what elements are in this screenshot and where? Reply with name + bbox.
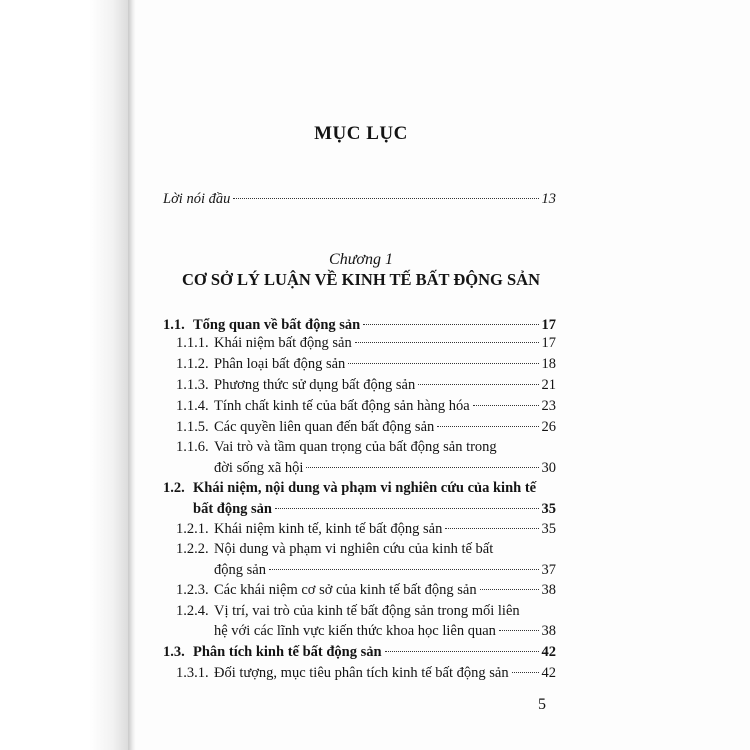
toc-entry-text: Phân tích kinh tế bất động sản bbox=[193, 644, 382, 660]
leader-dots bbox=[437, 426, 538, 427]
toc-entry-text: Phân loại bất động sản bbox=[214, 356, 346, 372]
toc-entry-1-2-1 bbox=[176, 520, 556, 538]
leader-dots bbox=[499, 630, 539, 631]
page-number: 5 bbox=[538, 696, 546, 713]
toc-entry-text: Khái niệm kinh tế, kinh tế bất động sản bbox=[214, 521, 443, 537]
toc-entry-number: 1.1.5. bbox=[176, 419, 209, 435]
leader-dots bbox=[363, 324, 538, 325]
toc-entry-text: Tổng quan về bất động sản bbox=[193, 317, 361, 333]
leader-dots bbox=[233, 198, 538, 199]
toc-entry-page: 42 bbox=[541, 644, 556, 660]
toc-entry-number: 1.2.2. bbox=[176, 541, 209, 557]
toc-entry-page: 17 bbox=[541, 335, 556, 351]
toc-entry-text: Vai trò và tầm quan trọng của bất động sản trong bbox=[214, 439, 497, 455]
toc-entry-text-continued: đời sống xã hội bbox=[214, 460, 304, 476]
toc-entry-1-2-line1 bbox=[163, 479, 536, 497]
toc-entry-1-2-3 bbox=[176, 581, 556, 599]
toc-entry-1-1-2 bbox=[176, 355, 556, 373]
leader-dots bbox=[473, 405, 539, 406]
toc-entry-text: Đối tượng, mục tiêu phân tích kinh tế bất động sản bbox=[214, 665, 509, 681]
page-title: MỤC LỤC bbox=[314, 123, 408, 144]
toc-entry-page: 23 bbox=[541, 398, 556, 414]
toc-entry-page: 38 bbox=[541, 623, 556, 639]
leader-dots bbox=[275, 508, 539, 509]
toc-entry-number: 1.3. bbox=[163, 644, 185, 660]
toc-entry-number: 1.3.1. bbox=[176, 665, 209, 681]
toc-entry-page: 35 bbox=[541, 501, 556, 517]
toc-entry-text: Vị trí, vai trò của kinh tế bất động sản trong mối liên bbox=[214, 603, 520, 619]
toc-entry-number: 1.1.6. bbox=[176, 439, 209, 455]
chapter-title: CƠ SỞ LÝ LUẬN VỀ KINH TẾ BẤT ĐỘNG SẢN bbox=[181, 270, 541, 289]
toc-entry-page: 21 bbox=[541, 377, 556, 393]
leader-dots bbox=[418, 384, 538, 385]
leader-dots bbox=[512, 672, 539, 673]
leader-dots bbox=[445, 528, 538, 529]
toc-entry-number: 1.1.2. bbox=[176, 356, 209, 372]
toc-entry-number: 1.1.3. bbox=[176, 377, 209, 393]
toc-entry-text: Các quyền liên quan đến bất động sản bbox=[214, 419, 435, 435]
toc-entry-1-1-6-line1 bbox=[176, 438, 497, 456]
leader-dots bbox=[269, 569, 539, 570]
leader-dots bbox=[480, 589, 539, 590]
toc-entry-preface bbox=[163, 190, 556, 208]
toc-entry-page: 17 bbox=[541, 317, 556, 333]
toc-entry-text: Khái niệm bất động sản bbox=[214, 335, 352, 351]
toc-entry-1-3 bbox=[163, 643, 556, 661]
toc-entry-page: 30 bbox=[541, 460, 556, 476]
toc-entry-number: 1.2.4. bbox=[176, 603, 209, 619]
toc-entry-text: Lời nói đầu bbox=[163, 191, 231, 207]
toc-entry-text: Nội dung và phạm vi nghiên cứu của kinh tế bất bbox=[214, 541, 494, 557]
toc-entry-page: 18 bbox=[541, 356, 556, 372]
toc-entry-1-3-1 bbox=[176, 664, 556, 682]
toc-entry-1-1-5 bbox=[176, 418, 556, 436]
leader-dots bbox=[348, 363, 538, 364]
leader-dots bbox=[355, 342, 539, 343]
book-spine bbox=[0, 0, 128, 750]
toc-entry-number: 1.1. bbox=[163, 317, 185, 333]
toc-entry-number: 1.2.3. bbox=[176, 582, 209, 598]
toc-entry-1-2-2-line1 bbox=[176, 540, 493, 558]
toc-entry-1-2-2 bbox=[214, 561, 556, 579]
toc-entry-1-2-4 bbox=[214, 622, 556, 640]
chapter-number: Chương 1 bbox=[329, 251, 393, 268]
toc-entry-number: 1.1.4. bbox=[176, 398, 209, 414]
leader-dots bbox=[306, 467, 538, 468]
toc-entry-number: 1.2.1. bbox=[176, 521, 209, 537]
toc-entry-1-1-6 bbox=[214, 459, 556, 477]
spine-shadow bbox=[128, 0, 136, 750]
toc-entry-text: Tính chất kinh tế của bất động sản hàng hóa bbox=[214, 398, 470, 414]
toc-entry-number: 1.2. bbox=[163, 480, 185, 496]
toc-entry-1-2-4-line1 bbox=[176, 602, 520, 620]
toc-entry-page: 13 bbox=[541, 191, 556, 207]
toc-entry-1-2 bbox=[193, 500, 556, 518]
toc-entry-text-continued: bất động sản bbox=[193, 501, 272, 517]
toc-entry-text: Phương thức sử dụng bất động sản bbox=[214, 377, 416, 393]
toc-entry-page: 35 bbox=[541, 521, 556, 537]
toc-entry-number: 1.1.1. bbox=[176, 335, 209, 351]
toc-entry-1-1 bbox=[163, 316, 556, 334]
toc-entry-1-1-3 bbox=[176, 376, 556, 394]
toc-entry-text: Khái niệm, nội dung và phạm vi nghiên cứu của kinh tế bbox=[193, 480, 537, 496]
leader-dots bbox=[385, 651, 539, 652]
toc-entry-1-1-4 bbox=[176, 397, 556, 415]
toc-entry-page: 37 bbox=[541, 562, 556, 578]
toc-entry-text-continued: động sản bbox=[214, 562, 266, 578]
toc-entry-page: 42 bbox=[541, 665, 556, 681]
toc-entry-text-continued: hệ với các lĩnh vực kiến thức khoa học liên quan bbox=[214, 623, 496, 639]
toc-entry-page: 38 bbox=[541, 582, 556, 598]
toc-entry-page: 26 bbox=[541, 419, 556, 435]
toc-entry-1-1-1 bbox=[176, 334, 556, 352]
toc-entry-text: Các khái niệm cơ sở của kinh tế bất động sản bbox=[214, 582, 477, 598]
